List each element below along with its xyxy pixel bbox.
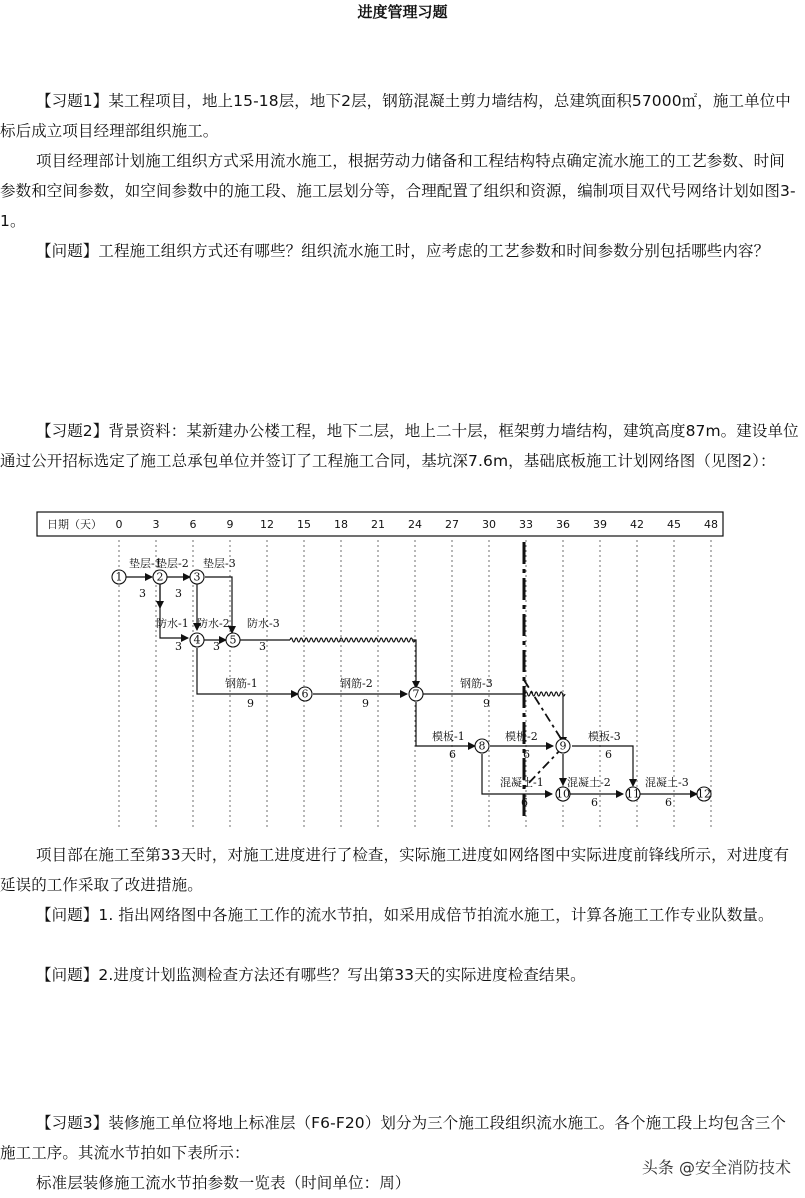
axis-tick-label: 48 — [704, 518, 718, 531]
axis-tick-label: 9 — [226, 518, 234, 531]
network-diagram — [35, 510, 725, 835]
activity-name: 钢筋-2 — [340, 677, 373, 690]
activity-name: 混凝土-1 — [500, 776, 544, 789]
node-label: 3 — [193, 570, 201, 584]
axis-tick-label: 39 — [593, 518, 607, 531]
node-label: 2 — [156, 570, 164, 584]
axis-tick-label: 3 — [152, 518, 160, 531]
event-nodes — [112, 570, 711, 801]
q3-paragraph-1: 【习题3】装修施工单位将地上标准层（F6-F20）划分为三个施工段组织流水施工。各个施工段上均包含三个施工工序。其流水节拍如下表所示： — [0, 1114, 786, 1162]
page-title: 进度管理习题 — [357, 3, 448, 21]
activity-duration: 9 — [362, 697, 369, 710]
q2-paragraph-1: 【习题2】背景资料：某新建办公楼工程，地下二层，地上二十层，框架剪力墙结构，建筑高度87m。建设单位通过公开招标选定了施工总承包单位并签订了工程施工合同，基坑深7.6m，基础底板施工计划网络图（见图2）： — [0, 422, 799, 470]
node-label: 4 — [193, 633, 201, 647]
activity-duration: 6 — [591, 796, 598, 809]
axis-tick-label: 30 — [482, 518, 496, 531]
node-label: 1 — [115, 570, 123, 584]
activity-name: 混凝土-3 — [645, 776, 689, 789]
activity-name: 模板-2 — [505, 730, 538, 743]
activity-name: 混凝土-2 — [567, 776, 611, 789]
activity-name: 防水-2 — [197, 617, 230, 630]
q1-paragraph-1: 【习题1】某工程项目，地上15-18层，地下2层，钢筋混凝土剪力墙结构，总建筑面积57000㎡，施工单位中标后成立项目经理部组织施工。 — [0, 92, 791, 140]
activity-name: 钢筋-1 — [225, 677, 258, 690]
activity-name: 模板-1 — [432, 730, 465, 743]
node-label: 9 — [559, 739, 567, 753]
activity-duration: 3 — [175, 587, 182, 600]
activity-name: 防水-3 — [247, 617, 280, 630]
activity-duration: 6 — [665, 796, 672, 809]
activity-duration: 6 — [605, 748, 612, 761]
activity-name: 钢筋-3 — [460, 677, 493, 690]
activity-arrows — [126, 577, 697, 794]
time-gridlines — [119, 540, 711, 830]
activity-duration: 9 — [247, 697, 254, 710]
watermark: 头条 @安全消防技术 — [641, 1158, 791, 1177]
axis-tick-label: 33 — [519, 518, 533, 531]
q1-paragraph-2: 项目经理部计划施工组织方式采用流水施工，根据劳动力储备和工程结构特点确定流水施工的工艺参数、时间参数和空间参数，如空间参数中的施工段、施工层划分等，合理配置了组织和资源，编制项目双代号网络计划如图3-1。 — [0, 152, 796, 230]
arrow-7-9 — [562, 694, 563, 744]
activity-duration: 3 — [139, 587, 146, 600]
node-label: 8 — [478, 739, 486, 753]
activity-name: 防水-1 — [156, 617, 189, 630]
activity-duration: 6 — [449, 748, 456, 761]
activity-duration: 3 — [175, 640, 182, 653]
q2-question-2: 【问题】2.进度计划监测检查方法还有哪些？写出第33天的实际进度检查结果。 — [36, 966, 586, 984]
node-label: 7 — [412, 687, 420, 701]
axis-tick-label: 12 — [260, 518, 274, 531]
axis-tick-label: 0 — [115, 518, 123, 531]
node-label: 10 — [556, 787, 570, 801]
q3-table-caption: 标准层装修施工流水节拍参数一览表（时间单位：周） — [36, 1174, 411, 1192]
axis-tick-label: 27 — [445, 518, 459, 531]
activity-duration: 6 — [521, 796, 528, 809]
axis-tick-label: 21 — [371, 518, 385, 531]
axis-label: 日期（天） — [47, 518, 102, 531]
node-label: 11 — [626, 787, 640, 801]
q2-question-1: 【问题】1. 指出网络图中各施工工作的流水节拍，如采用成倍节拍流水施工，计算各施工工作专业队数量。 — [36, 906, 774, 924]
node-label: 6 — [301, 687, 309, 701]
axis-tick-label: 36 — [556, 518, 570, 531]
free-float-wave-1 — [290, 638, 415, 642]
activity-duration: 3 — [213, 640, 220, 653]
node-label: 12 — [697, 787, 711, 801]
axis-tick-label: 15 — [297, 518, 311, 531]
axis-ticks — [116, 518, 719, 531]
activity-duration: 6 — [523, 748, 530, 761]
q1-question: 【问题】工程施工组织方式还有哪些？组织流水施工时，应考虑的工艺参数和时间参数分别包括哪些内容？ — [36, 242, 770, 260]
activity-name: 垫层-1 — [129, 557, 162, 570]
activity-duration: 9 — [483, 697, 490, 710]
activity-name: 垫层-2 — [156, 557, 189, 570]
activity-duration: 3 — [259, 640, 266, 653]
activity-name: 垫层-3 — [203, 557, 236, 570]
q2-paragraph-2: 项目部在施工至第33天时，对施工进度进行了检查，实际施工进度如网络图中实际进度前锋线所示，对进度有延误的工作采取了改进措施。 — [0, 846, 790, 894]
axis-tick-label: 6 — [189, 518, 197, 531]
node-label: 5 — [229, 633, 237, 647]
axis-tick-label: 45 — [667, 518, 681, 531]
axis-tick-label: 24 — [408, 518, 422, 531]
activity-labels — [129, 556, 689, 809]
axis-tick-label: 18 — [334, 518, 348, 531]
free-float-wave-2 — [525, 692, 565, 696]
activity-name: 模板-3 — [588, 730, 621, 743]
axis-tick-label: 42 — [630, 518, 644, 531]
arrow-5-7 — [413, 640, 416, 688]
